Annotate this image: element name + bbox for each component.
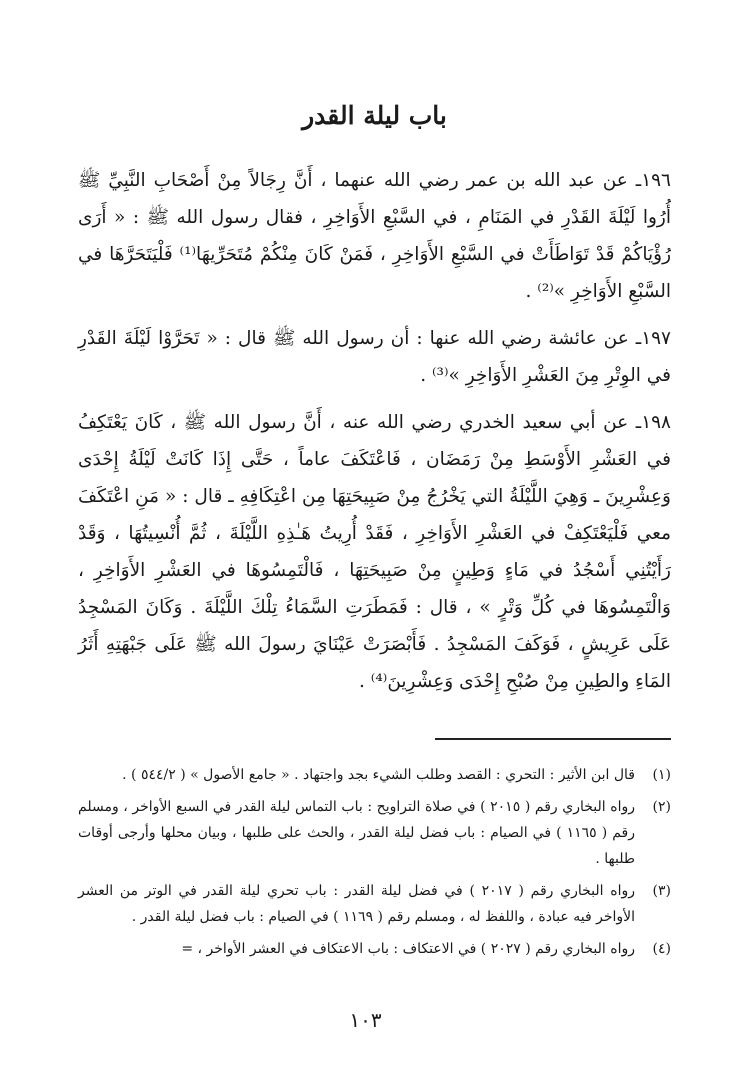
footnote-3 [78, 878, 671, 930]
footnote-text: رواه البخاري رقم ( ٢٠٢٧ ) في الاعتكاف : باب الاعتكاف في العشر الأواخر ، = [181, 941, 635, 957]
footnote-4 [78, 936, 671, 962]
hadith-197 [78, 320, 671, 394]
footnote-text: قال ابن الأثير : التحري : القصد وطلب الشيء بجد واجتهاد . « جامع الأصول » ( ٥٤٤/٢ ) . [122, 767, 635, 783]
footnote-number: (٤) [652, 941, 671, 957]
footnote-number: (١) [652, 767, 671, 783]
hadith-198 [78, 404, 671, 700]
footnote-separator [435, 738, 671, 740]
footnote-1 [78, 762, 671, 788]
page-number: ١٠٣ [349, 1008, 382, 1032]
footnote-text: رواه البخاري رقم ( ٢٠١٥ ) في صلاة التراويح : باب التماس ليلة القدر في السبع الأواخر ، ومسلم رقم ( ١١٦٥ ) في الصيام : باب فضل ليلة القدر ، والحث على طلبها ، وبيان محلها وأرجى أوقات طلبها . [78, 799, 635, 867]
footnote-number: (٢) [652, 799, 671, 815]
footnote-2 [78, 794, 671, 872]
hadith-text: ١٩٧ـ عن عائشة رضي الله عنها : أن رسول الله ﷺ قال : « تَحَرَّوْا لَيْلَةَ القَدْرِ في الوِتْرِ مِنَ العَشْرِ الأَوَاخِرِ »⁽³⁾ . [78, 328, 671, 386]
footnote-number: (٣) [652, 883, 671, 899]
footnote-text: رواه البخاري رقم ( ٢٠١٧ ) في فضل ليلة القدر : باب تحري ليلة القدر في الوتر من العشر الأواخر فيه عبادة ، واللفظ له ، ومسلم رقم ( ١١٦٩ ) في الصيام : باب فضل ليلة القدر . [78, 883, 636, 925]
hadith-text: ١٩٨ـ عن أبي سعيد الخدري رضي الله عنه ، أَنَّ رسول الله ﷺ ، كَانَ يَعْتَكِفُ في العَشْرِ الأَوْسَطِ مِنْ رَمَضَان ، فَاعْتَكَفَ عاماً ، حَتَّى إِذَا كَانَتْ لَيْلَةُ إِحْدَى وَعِشْرِينَ ـ وَهِيَ اللَّيْلَةُ التي يَخْرُجُ مِنْ صَبِيحَتِهَا مِن اعْتِكَافِهِ ـ قال : « مَنِ اعْتَكَفَ معي فَلْيَعْتَكِفْ في العَشْرِ الأَوَاخِرِ ، فَقَدْ أُرِيتُ هَـٰذِهِ اللَّيْلَةَ ، ثُمَّ أُنْسِيتُهَا ، وَقَدْ رَأَيْتُنِي أَسْجُدُ في مَاءٍ وَطِينٍ مِنْ صَبِيحَتِهَا ، فَالْتَمِسُوهَا في العَشْرِ الأَوَاخِرِ ، وَالْتَمِسُوهَا في كُلِّ وَتْرٍ » ، قال : فَمَطَرَتِ السَّمَاءُ تِلْكَ اللَّيْلَةَ . وَكَانَ المَسْجِدُ عَلَى عَرِيشٍ ، فَوَكَفَ المَسْجِدُ . فَأَبْصَرَتْ عَيْنَايَ رسولَ الله ﷺ عَلَى جَبْهَتِهِ أَثَرُ المَاءِ والطِينِ مِنْ صُبْحِ إِحْدَى وَعِشْرِينَ⁽⁴⁾ . [78, 412, 671, 692]
footnotes [78, 762, 671, 962]
chapter-title: باب ليلة القدر [302, 101, 447, 130]
hadith-196 [78, 162, 671, 310]
hadith-text: ١٩٦ـ عن عبد الله بن عمر رضي الله عنهما ، أَنَّ رِجَالاً مِنْ أَصْحَابِ النَّبِيِّ ﷺ أُرُوا لَيْلَةَ القَدْرِ في المَنَامِ ، في السَّبْعِ الأَوَاخِرِ ، فقال رسول الله ﷺ : « أَرَى رُؤْيَاكُمْ قَدْ تَوَاطَأَتْ في السَّبْعِ الأَوَاخِرِ ، فَمَنْ كَانَ مِنْكُمْ مُتَحَرِّيهَا⁽¹⁾ فَلْيَتَحَرَّهَا في السَّبْعِ الأَوَاخِرِ »⁽²⁾ . [78, 170, 671, 302]
